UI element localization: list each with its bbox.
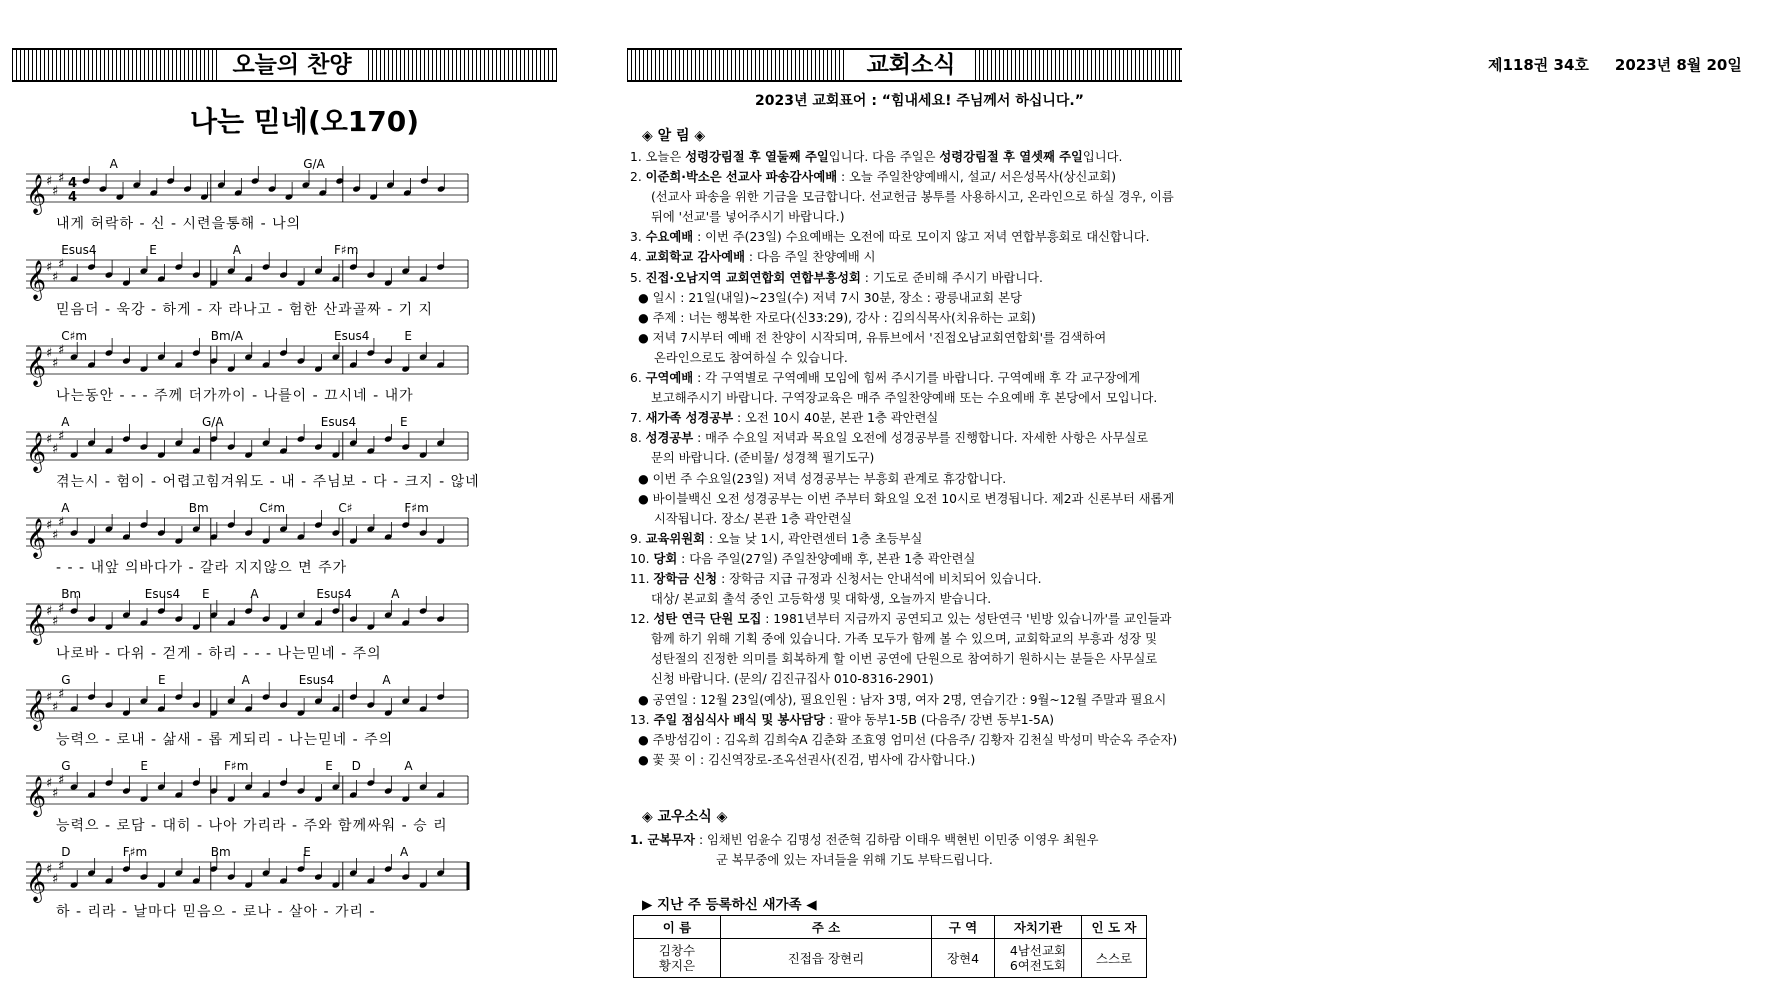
list-item: 4. 교회학교 감사예배 : 다음 주일 찬양예배 시 [630,250,876,265]
sharp-icon: ♯ [46,690,53,705]
list-item: 12. 성탄 연극 단원 모집 : 1981년부터 지금까지 공연되고 있는 성탄연극 '빈방 있습니까'를 교인들과 [630,612,1172,627]
lyrics-line: 나로바 - 다위 - 걷게 - 하리 - - - 나는믿네 - 주의 [56,646,382,662]
sharp-icon: ♯ [58,257,65,272]
new-family-title: ▶ 지난 주 등록하신 새가족 ◀ [642,897,817,913]
teach-line-2: 군 복무중에 있는 자녀들을 위해 기도 부탁드립니다. [716,853,993,867]
sharp-icon: ♯ [58,773,65,788]
treble-clef-icon: 𝄞 [26,862,47,902]
sharp-icon: ♯ [52,528,59,543]
list-item: 7. 새가족 성경공부 : 오전 10시 40분, 본관 1층 곽안련실 [630,411,939,426]
lyrics-line: 능력으 - 로내 - 삶새 - 롭 게되리 - 나는믿네 - 주의 [56,732,394,748]
treble-clef-icon: 𝄞 [26,346,47,386]
chord-label: Bm [210,845,231,859]
chord-label: D [351,759,361,773]
chord-label: Esus4 [61,243,97,257]
list-item: 신청 바랍니다. (문의/ 김진규집사 010-8316-2901) [651,672,934,687]
list-item: 시작됩니다. 장소/ 본관 1층 곽안련실 [654,511,852,526]
list-item: 보고해주시기 바랍니다. 구역장교육은 매주 주일찬양예배 또는 수요예배 후 본당에서 모입니다. [651,391,1158,406]
list-item: 11. 장학금 신청 : 장학금 지급 규정과 신청서는 안내석에 비치되어 있습니다. [630,571,1042,586]
sharp-icon: ♯ [52,442,59,457]
cell-org: 4남선교회 6여전도회 [995,939,1082,978]
sharp-icon: ♯ [58,601,65,616]
sharp-icon: ♯ [46,518,53,533]
issue-info [1488,54,1768,75]
list-item: ● 일시 : 21일(내일)~23일(수) 저녁 7시 30분, 장소 : 광릉내교회 본당 [638,290,1022,305]
announce-title: ◈ 알 림 ◈ [642,128,706,144]
sharp-icon: ♯ [58,515,65,530]
time-sig-icon: 4 [68,176,78,191]
news-header-bar [627,48,1182,82]
announcement-list [630,147,1190,770]
list-item: 10. 당회 : 다음 주일(27일) 주일찬양예배 후, 본관 1층 곽안련실 [630,551,976,566]
table-row [634,939,1147,978]
issue-number: 제118권 34호 [1488,56,1589,74]
chord-label: F♯m [122,845,148,859]
chord-label: E [202,587,210,601]
chord-label: E [400,415,408,429]
chord-label: Esus4 [144,587,181,601]
sharp-icon: ♯ [46,604,53,619]
chord-label: C♯m [61,329,88,343]
chord-label: A [61,501,70,515]
list-item: 온라인으로도 참여하실 수 있습니다. [654,350,848,365]
sharp-icon: ♯ [52,700,59,715]
treble-clef-icon: 𝄞 [26,690,47,730]
list-item: 문의 바랍니다. (준비물/ 성경책 필기도구) [651,451,875,466]
list-item: 6. 구역예배 : 각 구역별로 구역예배 모임에 힘써 주시기를 바랍니다. 구역예배 후 각 교구장에게 [630,371,1141,386]
cell-name: 김창수 황지은 [634,939,721,978]
sharp-icon: ♯ [52,786,59,801]
teach-title: ◈ 교우소식 ◈ [642,809,728,825]
hymn-header-bar [12,48,557,82]
list-item: (선교사 파송을 위한 기금을 모금합니다. 선교헌금 봉투를 사용하시고, 온라인으로 하실 경우, 이름 [651,190,1174,205]
list-item: ● 공연일 : 12월 23일(예상), 필요인원 : 남자 3명, 여자 2명, 연습기간 : 9월~12월 주말과 필요시 [638,692,1167,707]
chord-label: E [140,759,148,773]
sharp-icon: ♯ [52,614,59,629]
sheet-music [24,152,544,952]
cell-address: 진접읍 장현리 [721,939,932,978]
chord-label: A [61,415,70,429]
sharp-icon: ♯ [46,432,53,447]
table-header-row [634,916,1147,939]
time-sig-icon: 4 [68,190,78,205]
hymn-title: 나는 믿네(오170) [190,105,420,138]
sharp-icon: ♯ [52,872,59,887]
chord-label: A [404,759,413,773]
chord-label: G/A [202,415,224,429]
col-area: 구 역 [932,916,995,939]
chord-label: A [232,243,242,257]
list-item: 대상/ 본교회 출석 중인 고등학생 및 대학생, 오늘까지 받습니다. [651,592,992,607]
list-item: 뒤에 '선교'를 넣어주시기 바랍니다.) [651,210,845,225]
list-item: ● 주제 : 너는 행복한 자로다(신33:29), 강사 : 김의식목사(치유하는 교회) [638,310,1036,325]
news-header-label: 교회소식 [847,50,975,80]
chord-label: G/A [303,157,325,171]
sharp-icon: ♯ [58,429,65,444]
chord-label: Esus4 [316,587,352,601]
chord-label: Bm/A [210,329,243,343]
cell-area: 장현4 [932,939,995,978]
treble-clef-icon: 𝄞 [26,432,47,472]
chord-label: F♯m [404,501,429,515]
list-item: 13. 주일 점심식사 배식 및 봉사담당 : 팔야 동부1-5B (다음주/ 강변 동부1-5A) [630,712,1055,727]
lyrics-line: 믿음더 - 욱강 - 하게 - 자 라나고 - 험한 산과골짜 - 기 지 [56,302,434,318]
sharp-icon: ♯ [58,859,65,874]
sharp-icon: ♯ [46,260,53,275]
lyrics-line: 나는동안 - - - 주께 더가까이 - 나를이 - 끄시네 - 내가 [56,388,414,404]
chord-label: E [149,243,157,257]
list-item: 5. 진접·오남지역 교회연합회 연합부흥성회 : 기도로 준비해 주시기 바랍니다. [630,270,1043,285]
cell-guide: 스스로 [1082,939,1147,978]
list-item: 함께 하기 위해 기획 중에 있습니다. 가족 모두가 함께 볼 수 있으며, 교회학교의 부흥과 성장 및 [651,632,1157,647]
list-item: 8. 성경공부 : 매주 수요일 저녁과 목요일 오전에 성경공부를 진행합니다. 자세한 사항은 사무실로 [630,431,1149,446]
chord-label: Bm [61,587,82,601]
chord-label: E [158,673,166,687]
col-name: 이 름 [634,916,721,939]
chord-label: A [382,673,391,687]
chord-label: D [61,845,71,859]
chord-label: E [325,759,333,773]
member-news [630,830,1099,870]
chord-label: G [61,759,71,773]
sharp-icon: ♯ [46,174,53,189]
lyrics-line: 능력으 - 로담 - 대히 - 나아 가리라 - 주와 함께싸워 - 승 리 [56,818,448,834]
col-address: 주 소 [721,916,932,939]
chord-label: A [241,673,250,687]
list-item: ● 주방섬김이 : 김옥희 김희숙A 김춘화 조효영 엄미선 (다음주/ 김황자 김천실 박성미 박순옥 주순자) [638,732,1178,747]
chord-label: Esus4 [320,415,357,429]
list-item: ● 바이블백신 오전 성경공부는 이번 주부터 화요일 오전 10시로 변경됩니다. 제2과 신론부터 새롭게 [638,491,1175,506]
lyrics-line: - - - 내앞 의바다가 - 갈라 지지않으 면 주가 [56,560,348,576]
sharp-icon: ♯ [52,270,59,285]
chord-label: G [61,673,71,687]
hymn-header-label: 오늘의 찬양 [218,50,366,80]
treble-clef-icon: 𝄞 [26,518,47,558]
treble-clef-icon: 𝄞 [26,604,47,644]
sharp-icon: ♯ [58,343,65,358]
lyrics-line: 겪는시 - 험이 - 어렵고힘겨워도 - 내 - 주님보 - 다 - 크지 - 않네 [56,474,480,490]
sharp-icon: ♯ [46,346,53,361]
list-item: 3. 수요예배 : 이번 주(23일) 수요예배는 오전에 따로 모이지 않고 저녁 연합부흥회로 대신합니다. [630,230,1150,245]
sharp-icon: ♯ [52,184,59,199]
chord-label: F♯m [334,243,359,257]
chord-label: C♯ [338,501,353,515]
teach-line-1: 1. 군복무자 : 임채빈 엄윤수 김명성 전준혁 김하람 이태우 백현빈 이민중 이영우 최원우 [630,833,1099,847]
chord-label: A [109,157,118,171]
sharp-icon: ♯ [46,862,53,877]
lyrics-line: 내게 허락하 - 신 - 시련을통해 - 나의 [56,216,302,232]
chord-label: A [391,587,400,601]
chord-label: F♯m [224,759,249,773]
list-item: 9. 교육위원회 : 오늘 낮 1시, 곽안련센터 1층 초등부실 [630,531,923,546]
treble-clef-icon: 𝄞 [26,174,47,214]
list-item: 1. 오늘은 성령강림절 후 열둘째 주일입니다. 다음 주일은 성령강림절 후 열셋째 주일입니다. [630,150,1123,164]
chord-label: Bm [188,501,209,515]
chord-label: A [250,587,259,601]
chord-label: E [303,845,311,859]
issue-date: 2023년 8월 20일 [1614,56,1742,74]
chord-label: E [404,329,412,343]
treble-clef-icon: 𝄞 [26,260,47,300]
new-family-table [633,915,1147,978]
list-item: 성탄절의 진정한 의미를 회복하게 할 이번 공연에 단원으로 참여하기 원하시는 분들은 사무실로 [651,652,1158,667]
lyrics-line: 하 - 리라 - 날마다 믿음으 - 로나 - 살아 - 가리 - [56,904,376,920]
chord-label: Esus4 [298,673,335,687]
sharp-icon: ♯ [58,171,65,186]
list-item: 2. 이준희·박소은 선교사 파송감사예배 : 오늘 주일찬양예배시, 설교/ 서은성목사(상신교회) [630,170,1116,185]
list-item: ● 꽃 꽂 이 : 김신역장로-조옥선권사(진검, 범사에 감사합니다.) [638,752,976,767]
sharp-icon: ♯ [58,687,65,702]
list-item: ● 이번 주 수요일(23일) 저녁 성경공부는 부흥회 관계로 휴강합니다. [638,471,1007,486]
chord-label: Esus4 [334,329,370,343]
list-item: ● 저녁 7시부터 예배 전 찬양이 시작되며, 유튜브에서 '진접오남교회연합회'를 검색하여 [638,330,1107,345]
col-guide: 인 도 자 [1082,916,1147,939]
chord-label: A [400,845,409,859]
col-org: 자치기관 [995,916,1082,939]
sharp-icon: ♯ [46,776,53,791]
church-motto: 2023년 교회표어 : “힘내세요! 주님께서 하십니다.” [755,93,1084,109]
treble-clef-icon: 𝄞 [26,776,47,816]
sharp-icon: ♯ [52,356,59,371]
chord-label: C♯m [259,501,286,515]
